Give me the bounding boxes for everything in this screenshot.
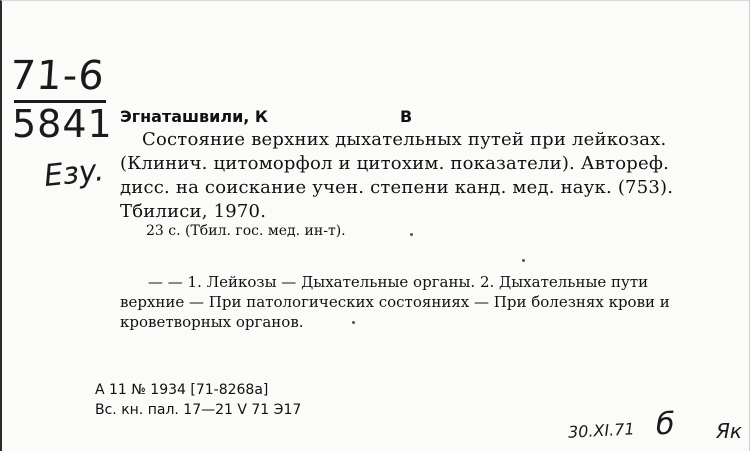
ink-speck	[352, 321, 355, 324]
pages-and-institution: 23 с. (Тбил. гос. мед. ин-т).	[146, 223, 346, 239]
subject-line-3: кроветворных органов.	[120, 313, 304, 331]
title-line-4: Тбилиси, 1970.	[120, 201, 267, 222]
title-line-1: Состояние верхних дыхательных путей при лейкозах.	[142, 129, 667, 150]
handwritten-initials: Як	[716, 419, 742, 443]
call-number-tag: Eзy.	[42, 152, 106, 195]
call-number-bottom: 5841	[12, 102, 113, 146]
handwritten-date: 30.XI.71	[567, 419, 636, 442]
accession-line-2: Вс. кн. пал. 17—21 V 71 Э17	[95, 402, 302, 418]
author-initial: В	[400, 107, 413, 126]
title-line-3: дисс. на соискание учен. степени канд. мед. наук. (753).	[120, 177, 674, 198]
subject-line-2: верхние — При патологических состояниях — При болезнях крови и	[120, 293, 670, 311]
handwritten-mark: б	[656, 407, 675, 442]
title-line-2: (Клинич. цитоморфол и цитохим. показатели). Автореф.	[120, 153, 670, 174]
subject-line-1: — — 1. Лейкозы — Дыхательные органы. 2. Дыхательные пути	[148, 273, 649, 291]
ink-speck	[410, 233, 413, 236]
ink-speck	[522, 259, 525, 262]
accession-line-1: А 11 № 1934 [71-8268а]	[95, 382, 269, 398]
author-name: Эгнаташвили, К	[120, 107, 269, 126]
call-number-top: 71-6	[8, 53, 107, 99]
